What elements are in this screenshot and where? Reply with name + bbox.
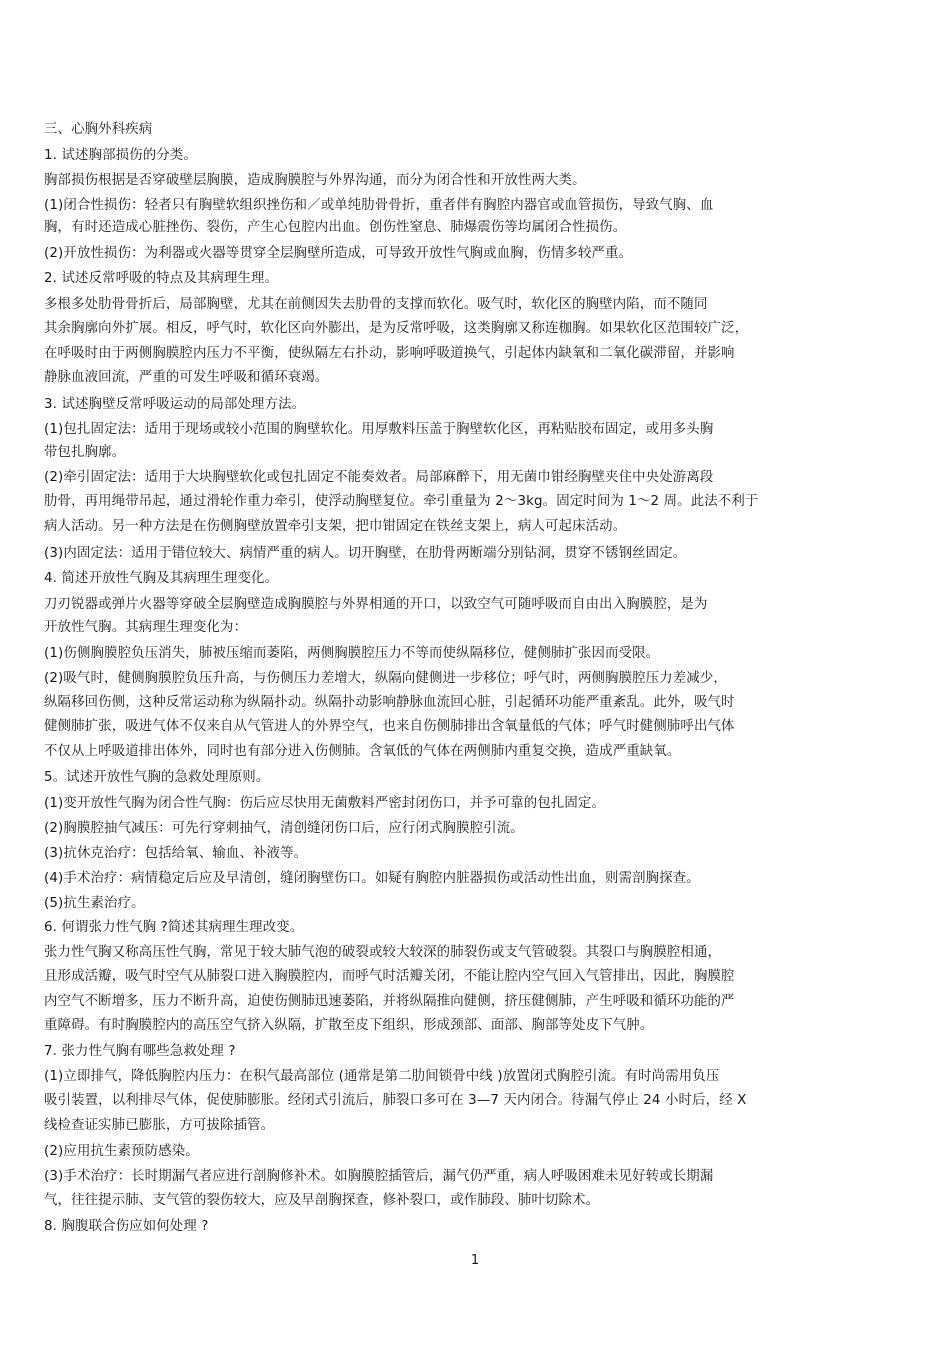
page-number: 1 <box>470 1253 480 1268</box>
question-1: 1. 试述胸部损伤的分类。 <box>44 148 197 163</box>
question-6: 6. 何谓张力性气胸 ?简述其病理生理改变。 <box>44 920 304 935</box>
text-line: (1)闭合性损伤：轻者只有胸壁软组织挫伤和／或单纯肋骨骨折，重者伴有胸腔内器官或血管损伤，导致气胸、血 <box>44 198 714 213</box>
text-line: (1)伤侧胸膜腔负压消失，肺被压缩而萎陷，两侧胸膜腔压力不等而使纵隔移位，健侧肺扩张因而受限。 <box>44 646 660 661</box>
text-line: (3)抗休克治疗：包括给氧、输血、补液等。 <box>44 846 308 861</box>
text-line: 且形成活瓣，吸气时空气从肺裂口进入胸膜腔内，而呼气时活瓣关闭，不能让腔内空气回入气管排出，因此，胸膜腔 <box>44 969 735 984</box>
text-line: 张力性气胸又称高压性气胸，常见于较大肺气泡的破裂或较大较深的肺裂伤或支气管破裂。其裂口与胸膜腔相通， <box>44 945 722 960</box>
text-line: 重障碍。有时胸膜腔内的高压空气挤入纵隔，扩散至皮下组织，形成颈部、面部、胸部等处皮下气肿。 <box>44 1018 654 1033</box>
text-line: (3)内固定法：适用于错位较大、病情严重的病人。切开胸壁，在肋骨两断端分别钻洞，贯穿不锈钢丝固定。 <box>44 546 687 561</box>
text-line: 刀刃锐器或弹片火器等穿破全层胸壁造成胸膜腔与外界相通的开口，以致空气可随呼吸而自由出入胸膜腔，是为 <box>44 597 708 612</box>
text-line: (4)手术治疗：病情稳定后应及早清创，缝闭胸壁伤口。如疑有胸腔内脏器损伤或活动性出血，则需剖胸探查。 <box>44 871 700 886</box>
question-8: 8. 胸腹联合伤应如何处理 ? <box>44 1219 209 1234</box>
text-line: 内空气不断增多，压力不断升高，迫使伤侧肺迅速萎陷，并将纵隔推向健侧，挤压健侧肺，产生呼吸和循环功能的严 <box>44 994 735 1009</box>
text-line: 多根多处肋骨骨折后，局部胸壁，尤其在前侧因失去肋骨的支撑而软化。吸气时，软化区的胸壁内陷，而不随同 <box>44 297 708 312</box>
question-7: 7. 张力性气胸有哪些急救处理 ? <box>44 1044 236 1059</box>
text-line: (2)开放性损伤：为利器或火器等贯穿全层胸壁所造成，可导致开放性气胸或血胸，伤情多较严重。 <box>44 246 633 261</box>
text-line: 胸，有时还造成心脏挫伤、裂伤，产生心包腔内出血。创伤性窒息、肺爆震伤等均属闭合性损伤。 <box>44 220 627 235</box>
text-line: 肋骨，再用绳带吊起，通过滑轮作重力牵引，使浮动胸壁复位。牵引重量为 2～3kg。固定时间为 1～2 周。此法不利于 <box>44 494 759 509</box>
text-line: 胸部损伤根据是否穿破壁层胸膜，造成胸膜腔与外界沟通，而分为闭合性和开放性两大类。 <box>44 173 586 188</box>
text-line: (2)牵引固定法：适用于大块胸壁软化或包扎固定不能奏效者。局部麻醉下，用无菌巾钳经胸壁夹住中央处游离段 <box>44 470 714 485</box>
text-line: 健侧肺扩张，吸进气体不仅来自从气管进人的外界空气，也来自伤侧肺排出含氧量低的气体；呼气时健侧肺呼出气体 <box>44 719 735 734</box>
text-line: (2)应用抗生素预防感染。 <box>44 1144 199 1159</box>
text-line: 气，往往提示肺、支气管的裂伤较大，应及早剖胸探查，修补裂口，或作肺段、肺叶切除术。 <box>44 1193 600 1208</box>
text-line: 带包扎胸廓。 <box>44 445 126 460</box>
question-2: 2. 试述反常呼吸的特点及其病理生理。 <box>44 271 279 286</box>
text-line: (2)胸膜腔抽气减压：可先行穿刺抽气，清创缝闭伤口后，应行闭式胸膜腔引流。 <box>44 821 524 836</box>
text-line: 在呼吸时由于两侧胸膜腔内压力不平衡，使纵隔左右扑动，影响呼吸道换气，引起体内缺氧和二氧化碳滞留，并影响 <box>44 346 735 361</box>
text-line: (3)手术治疗：长时期漏气者应进行剖胸修补术。如胸膜腔插管后，漏气仍严重，病人呼吸困难未见好转或长期漏 <box>44 1169 714 1184</box>
text-line: 病人活动。另一种方法是在伤侧胸壁放置牵引支架，把巾钳固定在铁丝支架上，病人可起床活动。 <box>44 519 627 534</box>
text-line: 不仅从上呼吸道排出体外，同时也有部分进入伤侧肺。含氧低的气体在两侧肺内重复交换，造成严重缺氧。 <box>44 744 681 759</box>
text-line: (1)变开放性气胸为闭合性气胸：伤后应尽快用无菌敷料严密封闭伤口，并予可靠的包扎固定。 <box>44 796 606 811</box>
text-line: 线检查证实肺已膨胀，方可拔除插管。 <box>44 1118 275 1133</box>
question-4: 4. 简述开放性气胸及其病理生理变化。 <box>44 571 279 586</box>
text-line: (1)包扎固定法：适用于现场或较小范围的胸壁软化。用厚敷料压盖于胸壁软化区，再粘贴胶布固定，或用多头胸 <box>44 422 714 437</box>
text-line: (1)立即排气，降低胸腔内压力：在积气最高部位 (通常是第二肋间锁骨中线 )放置闭式胸腔引流。有时尚需用负压 <box>44 1069 720 1084</box>
text-line: 其余胸廓向外扩展。相反，呼气时，软化区向外膨出，是为反常呼吸，这类胸廓又称连枷胸。如果软化区范围较广泛， <box>44 321 749 336</box>
text-line: 吸引装置，以利排尽气体，促使肺膨胀。经闭式引流后，肺裂口多可在 3—7 天内闭合。待漏气停止 24 小时后，经 X <box>44 1093 747 1108</box>
section-heading: 三、心胸外科疾病 <box>44 122 153 137</box>
text-line: 纵隔移回伤侧，这种反常运动称为纵隔扑动。纵隔扑动影响静脉血流回心脏，引起循环功能严重紊乱。此外，吸气时 <box>44 695 735 710</box>
question-3: 3. 试述胸壁反常呼吸运动的局部处理方法。 <box>44 397 306 412</box>
question-5: 5。试述开放性气胸的急救处理原则。 <box>44 770 270 785</box>
text-line: 静脉血液回流，严重的可发生呼吸和循环衰竭。 <box>44 370 329 385</box>
text-line: (2)吸气时，健侧胸膜腔负压升高，与伤侧压力差增大，纵隔向健侧进一步移位；呼气时，两侧胸膜腔压力差减少， <box>44 671 727 686</box>
text-line: 开放性气胸。其病理生理变化为： <box>44 620 248 635</box>
text-line: (5)抗生素治疗。 <box>44 896 145 911</box>
